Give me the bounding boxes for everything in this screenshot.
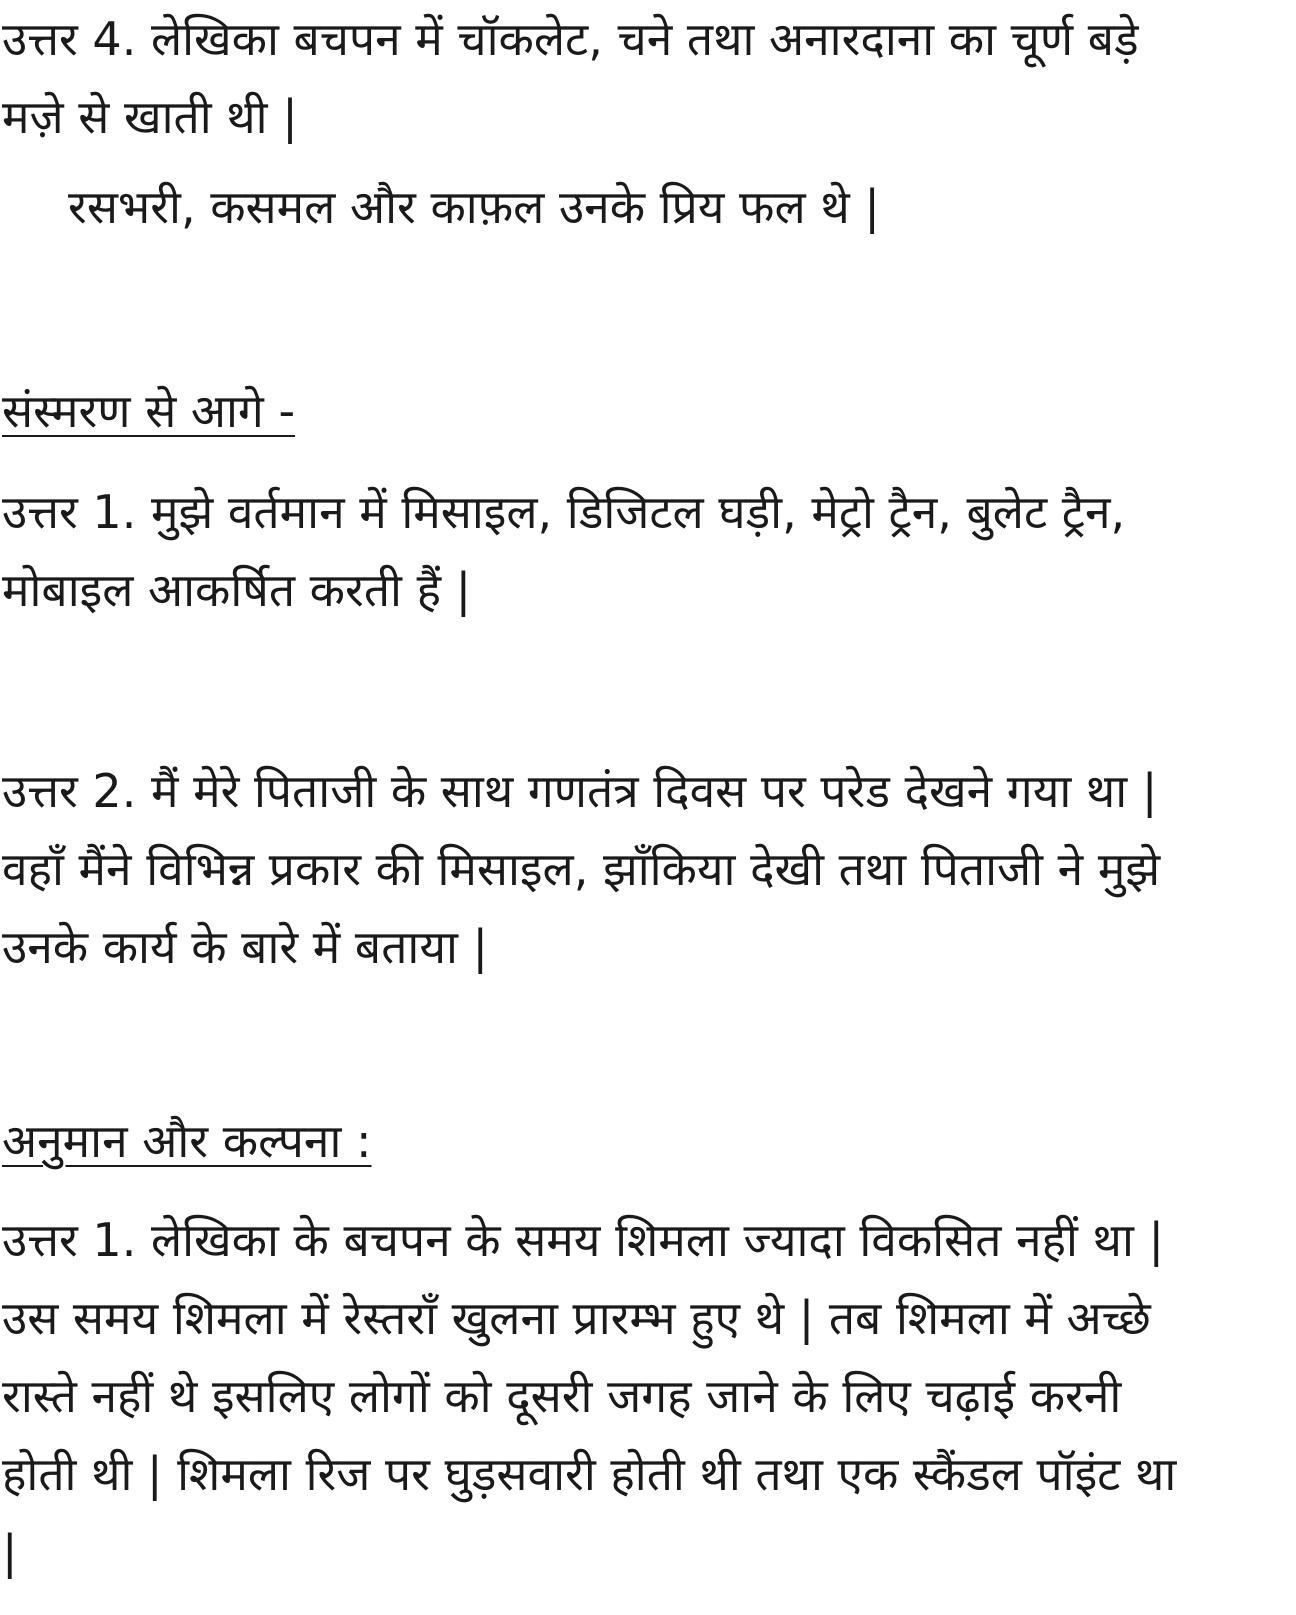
- text-line: रास्ते नहीं थे इसलिए लोगों को दूसरी जगह जाने के लिए चढ़ाई करनी: [2, 1369, 1122, 1423]
- text-line: उत्तर 4. लेखिका बचपन में चॉकलेट, चने तथा अनारदाना का चूर्ण बड़े: [2, 12, 1139, 66]
- section-heading-guess-and-imagination: [2, 1102, 372, 1180]
- section-heading: संस्मरण से आगे -: [2, 384, 296, 438]
- imagination-answer-1-paragraph: [2, 1201, 1176, 1591]
- section-heading: अनुमान और कल्पना :: [2, 1114, 372, 1168]
- text-line: |: [2, 1525, 18, 1579]
- answer-4-favorite-fruits: [2, 168, 880, 246]
- text-line: उत्तर 2. मैं मेरे पिताजी के साथ गणतंत्र दिवस पर परेड देखने गया था |: [2, 764, 1158, 818]
- text-line: मोबाइल आकर्षित करती हैं |: [2, 563, 472, 617]
- answer-4-paragraph: [2, 0, 1139, 156]
- beyond-answer-2-paragraph: [2, 752, 1160, 986]
- text-line: उत्तर 1. लेखिका के बचपन के समय शिमला ज्यादा विकसित नहीं था |: [2, 1213, 1164, 1267]
- text-line: वहाँ मैंने विभिन्न प्रकार की मिसाइल, झाँकिया देखी तथा पिताजी ने मुझे: [2, 842, 1161, 896]
- text-line: उनके कार्य के बारे में बताया |: [2, 920, 489, 974]
- beyond-answer-1-paragraph: [2, 473, 1125, 629]
- text-line: उत्तर 1. मुझे वर्तमान में मिसाइल, डिजिटल घड़ी, मेट्रो ट्रैन, बुलेट ट्रैन,: [2, 485, 1126, 539]
- text-line: रसभरी, कसमल और काफ़ल उनके प्रिय फल थे |: [68, 180, 880, 234]
- section-heading-beyond-memoir: [2, 372, 295, 450]
- text-line: मज़े से खाती थी |: [2, 90, 298, 144]
- text-line: उस समय शिमला में रेस्तराँ खुलना प्रारम्भ हुए थे | तब शिमला में अच्छे: [2, 1291, 1151, 1345]
- text-line: होती थी | शिमला रिज पर घुड़सवारी होती थी तथा एक स्कैंडल पॉइंट था: [2, 1447, 1177, 1501]
